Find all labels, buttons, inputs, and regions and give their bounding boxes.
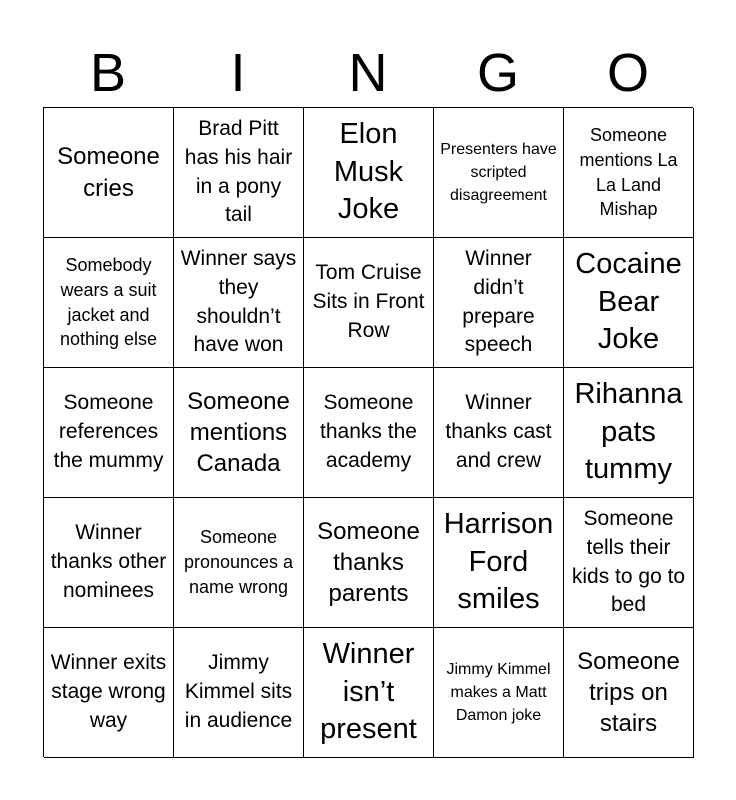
bingo-cell[interactable] (304, 498, 434, 628)
cell-text: Winner exits stage wrong way (50, 651, 167, 732)
bingo-cell[interactable] (564, 238, 694, 368)
header-letter-b: B (89, 43, 127, 103)
bingo-cell[interactable] (434, 238, 564, 368)
cell-text: Someone mentions La La Land Mishap (579, 124, 678, 220)
bingo-cell[interactable] (174, 238, 304, 368)
header-letter-i: I (230, 43, 246, 103)
bingo-cell[interactable] (434, 368, 564, 498)
cell-text: Winner says they shouldn’t have won (180, 246, 297, 357)
cell-text: Winner thanks other nominees (50, 521, 167, 602)
cell-text: Someone trips on stairs (577, 647, 680, 738)
cell-text: Winner thanks cast and crew (445, 391, 552, 472)
bingo-cell[interactable] (44, 368, 174, 498)
cell-text: Tom Cruise Sits in Front Row (312, 261, 425, 342)
cell-text: Cocaine Bear Joke (575, 247, 682, 356)
cell-text: Rihanna pats tummy (574, 377, 683, 486)
cell-text: Someone tells their kids to go to bed (571, 506, 686, 617)
bingo-cell[interactable] (44, 108, 174, 238)
cell-text: Elon Musk Joke (333, 117, 404, 226)
bingo-cell[interactable] (174, 368, 304, 498)
cell-text: Jimmy Kimmel sits in audience (184, 651, 293, 732)
cell-text: Winner isn’t present (320, 637, 417, 746)
bingo-cell[interactable] (564, 108, 694, 238)
bingo-cell[interactable] (564, 368, 694, 498)
bingo-cell[interactable] (44, 628, 174, 758)
cell-text: Jimmy Kimmel makes a Matt Damon joke (446, 660, 551, 725)
bingo-cell[interactable] (564, 628, 694, 758)
bingo-cell[interactable] (564, 498, 694, 628)
header-letter-o: O (606, 43, 649, 103)
bingo-cell[interactable] (304, 238, 434, 368)
bingo-cell[interactable] (304, 108, 434, 238)
bingo-cell[interactable] (174, 628, 304, 758)
cell-text: Someone thanks the academy (320, 391, 417, 472)
cell-text: Someone cries (57, 143, 160, 202)
cell-text: Someone pronounces a name wrong (183, 527, 294, 597)
cell-text: Someone references the mummy (53, 391, 164, 472)
cell-text: Brad Pitt has his hair in a pony tail (184, 116, 293, 227)
bingo-header (43, 40, 693, 106)
bingo-cell[interactable] (174, 498, 304, 628)
bingo-cell[interactable] (434, 628, 564, 758)
bingo-board (43, 107, 693, 757)
bingo-cell[interactable] (44, 238, 174, 368)
header-letter-n: N (348, 43, 388, 103)
cell-text: Winner didn’t prepare speech (462, 246, 535, 357)
cell-text: Someone thanks parents (317, 517, 420, 608)
bingo-cell[interactable] (174, 108, 304, 238)
bingo-cell[interactable] (44, 498, 174, 628)
header-letter-g: G (476, 43, 519, 103)
cell-text: Presenters have scripted disagreement (440, 140, 557, 205)
cell-text: Someone mentions Canada (187, 387, 290, 478)
cell-text: Harrison Ford smiles (443, 507, 554, 616)
bingo-cell[interactable] (434, 108, 564, 238)
bingo-cell[interactable] (304, 368, 434, 498)
bingo-cell[interactable] (304, 628, 434, 758)
cell-text: Somebody wears a suit jacket and nothing else (59, 254, 158, 350)
bingo-cell[interactable] (434, 498, 564, 628)
